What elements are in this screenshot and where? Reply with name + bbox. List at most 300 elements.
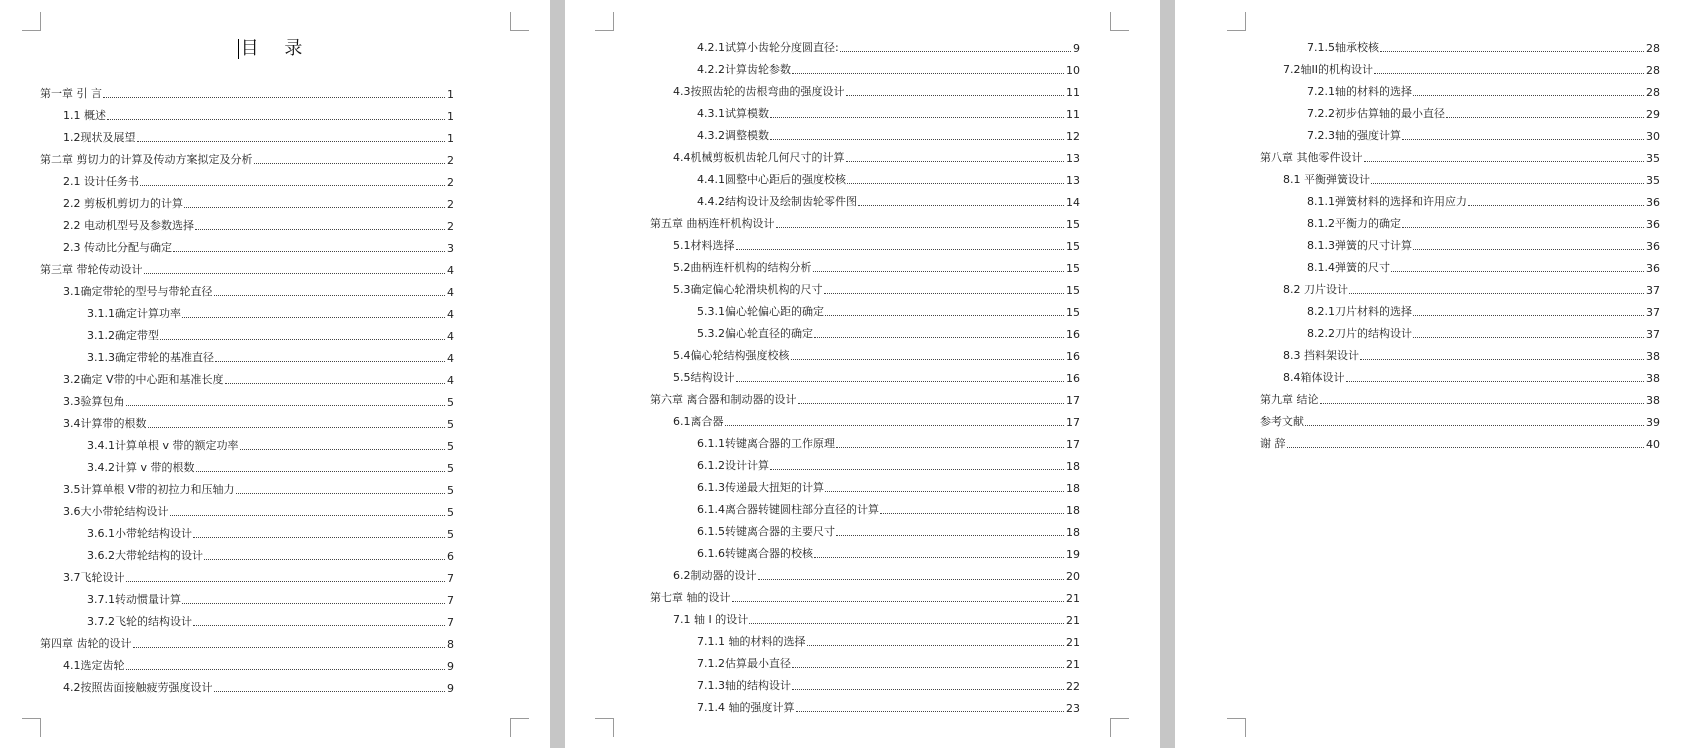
toc-entry-title: 7.2轴II的机构设计 [1283, 63, 1373, 76]
toc-entry-page-number: 30 [1646, 130, 1660, 143]
toc-dot-leader [1305, 425, 1644, 426]
toc-entry-title: 4.4.1圆整中心距后的强度校核 [697, 173, 846, 186]
toc-dot-leader [791, 359, 1065, 360]
toc-entry[interactable] [1260, 341, 1660, 363]
toc-entry-page-number: 37 [1646, 284, 1660, 297]
toc-entry[interactable] [40, 563, 454, 585]
toc-entry[interactable] [650, 33, 1080, 55]
toc-entry-title: 4.3.2调整模数 [697, 129, 769, 142]
toc-entry-page-number: 5 [447, 484, 454, 497]
toc-entry-title: 第四章 齿轮的设计 [40, 637, 132, 650]
toc-dot-leader [182, 603, 445, 604]
toc-dot-leader [1349, 293, 1644, 294]
toc-dot-leader [814, 337, 1064, 338]
toc-dot-leader [126, 669, 446, 670]
toc-entry-title: 8.1.1弹簧材料的选择和许用应力 [1307, 195, 1467, 208]
toc-entry[interactable] [1260, 253, 1660, 275]
toc-list-page-1 [40, 79, 454, 695]
toc-entry[interactable] [1260, 231, 1660, 253]
toc-dot-leader [807, 645, 1065, 646]
toc-entry-title: 7.1.2估算最小直径 [697, 657, 791, 670]
toc-heading [0, 34, 550, 60]
toc-dot-leader [1371, 183, 1644, 184]
toc-entry[interactable] [40, 387, 454, 409]
toc-dot-leader [195, 229, 445, 230]
toc-entry[interactable] [650, 473, 1080, 495]
toc-entry-title: 8.3 挡料架设计 [1283, 349, 1359, 362]
toc-dot-leader [1380, 51, 1644, 52]
toc-entry-page-number: 38 [1646, 350, 1660, 363]
toc-dot-leader [1346, 381, 1645, 382]
toc-entry[interactable] [1260, 77, 1660, 99]
crop-mark-bottom-left [1227, 718, 1246, 737]
toc-dot-leader [825, 491, 1064, 492]
toc-entry-page-number: 2 [447, 198, 454, 211]
toc-entry-page-number: 15 [1066, 284, 1080, 297]
toc-entry-title: 5.3.1偏心轮偏心距的确定 [697, 305, 824, 318]
toc-dot-leader [204, 559, 445, 560]
toc-entry[interactable] [650, 209, 1080, 231]
toc-entry-page-number: 1 [447, 110, 454, 123]
toc-entry[interactable] [650, 121, 1080, 143]
toc-entry-title: 第九章 结论 [1260, 393, 1319, 406]
toc-entry[interactable] [650, 55, 1080, 77]
toc-entry[interactable] [650, 319, 1080, 341]
toc-entry[interactable] [40, 211, 454, 233]
toc-entry[interactable] [40, 497, 454, 519]
toc-entry[interactable] [40, 79, 454, 101]
toc-entry[interactable] [40, 299, 454, 321]
toc-entry-page-number: 18 [1066, 504, 1080, 517]
toc-entry-title: 7.1.1 轴的材料的选择 [697, 635, 806, 648]
toc-dot-leader [736, 381, 1065, 382]
toc-entry-title: 6.1离合器 [673, 415, 724, 428]
toc-entry-page-number: 20 [1066, 570, 1080, 583]
toc-entry-page-number: 36 [1646, 240, 1660, 253]
toc-entry-title: 2.1 设计任务书 [63, 175, 139, 188]
toc-dot-leader [858, 205, 1064, 206]
toc-entry-page-number: 21 [1066, 614, 1080, 627]
toc-entry-page-number: 4 [447, 330, 454, 343]
toc-entry-title: 4.3按照齿轮的齿根弯曲的强度设计 [673, 85, 845, 98]
toc-entry[interactable] [40, 167, 454, 189]
toc-entry[interactable] [40, 365, 454, 387]
toc-entry-page-number: 16 [1066, 372, 1080, 385]
toc-entry[interactable] [1260, 55, 1660, 77]
crop-mark-bottom-left [22, 718, 41, 737]
toc-entry[interactable] [650, 385, 1080, 407]
toc-dot-leader [1364, 161, 1645, 162]
toc-entry[interactable] [650, 275, 1080, 297]
toc-entry-title: 第六章 离合器和制动器的设计 [650, 393, 797, 406]
toc-entry-page-number: 5 [447, 440, 454, 453]
toc-entry[interactable] [40, 321, 454, 343]
toc-entry-page-number: 1 [447, 132, 454, 145]
toc-entry-title: 7.2.1轴的材料的选择 [1307, 85, 1412, 98]
toc-entry-page-number: 17 [1066, 438, 1080, 451]
toc-dot-leader [847, 183, 1064, 184]
toc-entry[interactable] [650, 165, 1080, 187]
toc-dot-leader [170, 515, 446, 516]
toc-dot-leader [1413, 315, 1644, 316]
toc-dot-leader [144, 273, 446, 274]
toc-dot-leader [840, 51, 1071, 52]
toc-entry[interactable] [650, 605, 1080, 627]
toc-entry-page-number: 4 [447, 308, 454, 321]
toc-entry-title: 参考文献 [1260, 415, 1304, 428]
toc-entry-title: 7.2.2初步估算轴的最小直径 [1307, 107, 1445, 120]
toc-dot-leader [796, 711, 1065, 712]
crop-mark-top-right [1110, 12, 1129, 31]
toc-entry[interactable] [1260, 429, 1660, 451]
toc-entry-page-number: 38 [1646, 372, 1660, 385]
toc-dot-leader [126, 405, 446, 406]
toc-entry[interactable] [40, 409, 454, 431]
toc-entry-page-number: 6 [447, 550, 454, 563]
toc-entry[interactable] [40, 541, 454, 563]
toc-entry[interactable] [1260, 385, 1660, 407]
toc-entry-page-number: 2 [447, 176, 454, 189]
toc-dot-leader [1402, 139, 1644, 140]
toc-dot-leader [225, 383, 445, 384]
toc-entry-title: 8.4箱体设计 [1283, 371, 1345, 384]
toc-entry-title: 5.2曲柄连杆机构的结构分析 [673, 261, 812, 274]
toc-dot-leader [880, 513, 1064, 514]
toc-entry-page-number: 2 [447, 154, 454, 167]
toc-dot-leader [1468, 205, 1644, 206]
toc-entry[interactable] [40, 277, 454, 299]
toc-entry[interactable] [650, 187, 1080, 209]
toc-entry[interactable] [40, 255, 454, 277]
toc-entry-title: 3.3验算包角 [63, 395, 125, 408]
toc-dot-leader [214, 295, 446, 296]
toc-dot-leader [214, 691, 446, 692]
toc-entry-page-number: 9 [447, 660, 454, 673]
toc-entry-page-number: 21 [1066, 636, 1080, 649]
toc-entry-page-number: 37 [1646, 328, 1660, 341]
toc-dot-leader [1287, 447, 1645, 448]
toc-dot-leader [792, 667, 1064, 668]
toc-entry[interactable] [650, 671, 1080, 693]
toc-dot-leader [798, 403, 1065, 404]
toc-entry-title: 8.1 平衡弹簧设计 [1283, 173, 1370, 186]
toc-entry[interactable] [650, 583, 1080, 605]
toc-entry-title: 6.1.5转键离合器的主要尺寸 [697, 525, 835, 538]
toc-entry-page-number: 17 [1066, 416, 1080, 429]
toc-dot-leader [240, 449, 446, 450]
toc-entry[interactable] [40, 651, 454, 673]
toc-entry-title: 3.1确定带轮的型号与带轮直径 [63, 285, 213, 298]
toc-dot-leader [182, 317, 445, 318]
toc-dot-leader [160, 339, 445, 340]
toc-entry-title: 3.5计算单根 V带的初拉力和压轴力 [63, 483, 235, 496]
toc-entry-page-number: 7 [447, 594, 454, 607]
toc-entry-page-number: 40 [1646, 438, 1660, 451]
toc-entry-page-number: 11 [1066, 86, 1080, 99]
toc-entry-page-number: 4 [447, 264, 454, 277]
toc-entry-title: 第八章 其他零件设计 [1260, 151, 1363, 164]
toc-entry-page-number: 36 [1646, 196, 1660, 209]
toc-dot-leader [193, 537, 445, 538]
toc-entry[interactable] [650, 143, 1080, 165]
toc-entry-page-number: 7 [447, 572, 454, 585]
toc-dot-leader [196, 471, 446, 472]
toc-entry[interactable] [650, 451, 1080, 473]
toc-entry-title: 6.2制动器的设计 [673, 569, 757, 582]
toc-entry[interactable] [1260, 99, 1660, 121]
toc-dot-leader [1413, 249, 1644, 250]
toc-dot-leader [1320, 403, 1645, 404]
toc-entry[interactable] [40, 519, 454, 541]
toc-entry-title: 3.4.1计算单根 v 带的额定功率 [87, 439, 239, 452]
toc-entry[interactable] [40, 431, 454, 453]
toc-entry[interactable] [1260, 297, 1660, 319]
toc-entry-title: 3.1.1确定计算功率 [87, 307, 181, 320]
toc-entry[interactable] [40, 145, 454, 167]
toc-entry-title: 第五章 曲柄连杆机构设计 [650, 217, 775, 230]
toc-entry-page-number: 17 [1066, 394, 1080, 407]
toc-entry-title: 8.2.1刀片材料的选择 [1307, 305, 1412, 318]
toc-entry[interactable] [650, 363, 1080, 385]
toc-entry-title: 6.1.3传递最大扭矩的计算 [697, 481, 824, 494]
toc-entry-page-number: 4 [447, 374, 454, 387]
toc-entry-page-number: 23 [1066, 702, 1080, 715]
toc-entry-title: 3.2确定 V带的中心距和基准长度 [63, 373, 224, 386]
toc-entry-title: 1.2现状及展望 [63, 131, 136, 144]
toc-list-page-2 [650, 33, 1080, 715]
toc-entry-title: 6.1.1转键离合器的工作原理 [697, 437, 835, 450]
toc-dot-leader [103, 97, 445, 98]
toc-entry-page-number: 2 [447, 220, 454, 233]
text-cursor [238, 39, 239, 59]
crop-mark-top-left [1227, 12, 1246, 31]
crop-mark-top-left [595, 12, 614, 31]
toc-entry[interactable] [40, 453, 454, 475]
toc-entry-title: 3.4.2计算 v 带的根数 [87, 461, 195, 474]
toc-entry[interactable] [40, 585, 454, 607]
toc-entry-page-number: 12 [1066, 130, 1080, 143]
toc-entry-page-number: 39 [1646, 416, 1660, 429]
toc-entry-title: 1.1 概述 [63, 109, 106, 122]
toc-entry[interactable] [650, 231, 1080, 253]
toc-entry[interactable] [1260, 121, 1660, 143]
toc-entry-page-number: 16 [1066, 350, 1080, 363]
toc-entry[interactable] [1260, 143, 1660, 165]
toc-entry-page-number: 9 [447, 682, 454, 695]
toc-entry[interactable] [1260, 33, 1660, 55]
toc-entry[interactable] [1260, 165, 1660, 187]
toc-entry-title: 4.2.1试算小齿轮分度圆直径: [697, 41, 839, 54]
toc-entry-title: 第七章 轴的设计 [650, 591, 731, 604]
toc-dot-leader [770, 139, 1064, 140]
toc-entry[interactable] [650, 99, 1080, 121]
document-page-2 [565, 0, 1160, 748]
toc-entry-page-number: 15 [1066, 306, 1080, 319]
toc-entry[interactable] [650, 341, 1080, 363]
toc-entry-page-number: 38 [1646, 394, 1660, 407]
toc-entry-page-number: 13 [1066, 152, 1080, 165]
toc-entry[interactable] [650, 253, 1080, 275]
toc-entry-page-number: 5 [447, 506, 454, 519]
toc-entry-page-number: 22 [1066, 680, 1080, 693]
toc-entry[interactable] [40, 673, 454, 695]
toc-dot-leader [770, 117, 1064, 118]
toc-dot-leader [836, 447, 1064, 448]
toc-entry-page-number: 5 [447, 462, 454, 475]
toc-dot-leader [736, 249, 1065, 250]
toc-entry-page-number: 3 [447, 242, 454, 255]
document-page-1 [0, 0, 550, 748]
toc-dot-leader [749, 623, 1064, 624]
toc-dot-leader [825, 315, 1064, 316]
toc-dot-leader [1446, 117, 1644, 118]
toc-entry-page-number: 13 [1066, 174, 1080, 187]
toc-entry-title: 4.2按照齿面接触疲劳强度设计 [63, 681, 213, 694]
toc-entry-title: 8.2.2刀片的结构设计 [1307, 327, 1412, 340]
toc-list-page-3 [1260, 33, 1660, 451]
toc-entry-page-number: 10 [1066, 64, 1080, 77]
toc-entry-title: 4.3.1试算模数 [697, 107, 769, 120]
toc-entry[interactable] [1260, 275, 1660, 297]
toc-entry[interactable] [650, 407, 1080, 429]
document-page-3 [1175, 0, 1703, 748]
toc-entry-page-number: 37 [1646, 306, 1660, 319]
toc-dot-leader [1374, 73, 1644, 74]
toc-entry-page-number: 21 [1066, 592, 1080, 605]
toc-entry[interactable] [40, 475, 454, 497]
toc-entry[interactable] [650, 539, 1080, 561]
toc-dot-leader [1360, 359, 1644, 360]
toc-entry[interactable] [1260, 209, 1660, 231]
toc-dot-leader [813, 271, 1065, 272]
toc-dot-leader [770, 469, 1064, 470]
toc-entry-page-number: 5 [447, 418, 454, 431]
toc-entry-page-number: 18 [1066, 460, 1080, 473]
toc-entry-title: 第三章 带轮传动设计 [40, 263, 143, 276]
crop-mark-bottom-left [595, 718, 614, 737]
toc-entry-page-number: 28 [1646, 42, 1660, 55]
toc-entry-title: 7.2.3轴的强度计算 [1307, 129, 1401, 142]
toc-dot-leader [184, 207, 445, 208]
toc-entry[interactable] [650, 627, 1080, 649]
crop-mark-bottom-right [510, 718, 529, 737]
toc-entry-title: 6.1.6转键离合器的校核 [697, 547, 813, 560]
toc-dot-leader [148, 427, 446, 428]
toc-dot-leader [1413, 95, 1644, 96]
toc-entry[interactable] [1260, 407, 1660, 429]
toc-entry-page-number: 21 [1066, 658, 1080, 671]
toc-entry-page-number: 36 [1646, 262, 1660, 275]
toc-entry[interactable] [650, 649, 1080, 671]
toc-entry-page-number: 35 [1646, 152, 1660, 165]
toc-entry-title: 8.1.3弹簧的尺寸计算 [1307, 239, 1412, 252]
toc-entry-page-number: 35 [1646, 174, 1660, 187]
toc-entry[interactable] [1260, 187, 1660, 209]
crop-mark-bottom-right [1110, 718, 1129, 737]
toc-entry-page-number: 1 [447, 88, 454, 101]
toc-entry-title: 4.4机械剪板机齿轮几何尺寸的计算 [673, 151, 845, 164]
toc-entry[interactable] [40, 607, 454, 629]
toc-entry-title: 7.1.3轴的结构设计 [697, 679, 791, 692]
toc-entry-page-number: 9 [1073, 42, 1080, 55]
toc-entry-title: 2.2 剪板机剪切力的计算 [63, 197, 183, 210]
toc-entry-title: 8.2 刀片设计 [1283, 283, 1348, 296]
toc-entry-title: 3.6.2大带轮结构的设计 [87, 549, 203, 562]
toc-entry-title: 第二章 剪切力的计算及传动方案拟定及分析 [40, 153, 253, 166]
toc-entry-title: 5.3确定偏心轮滑块机构的尺寸 [673, 283, 823, 296]
toc-entry-page-number: 5 [447, 528, 454, 541]
toc-dot-leader [126, 581, 446, 582]
toc-entry-page-number: 14 [1066, 196, 1080, 209]
toc-dot-leader [836, 535, 1064, 536]
toc-dot-leader [1391, 271, 1644, 272]
toc-entry-title: 5.4偏心轮结构强度校核 [673, 349, 790, 362]
toc-entry-page-number: 4 [447, 352, 454, 365]
toc-entry-title: 3.4计算带的根数 [63, 417, 147, 430]
toc-entry-title: 3.7.2飞轮的结构设计 [87, 615, 192, 628]
toc-entry[interactable] [650, 77, 1080, 99]
toc-dot-leader [814, 557, 1064, 558]
toc-entry-page-number: 29 [1646, 108, 1660, 121]
toc-dot-leader [846, 95, 1065, 96]
toc-entry[interactable] [650, 517, 1080, 539]
toc-entry-page-number: 18 [1066, 482, 1080, 495]
toc-dot-leader [236, 493, 445, 494]
toc-entry-title: 3.7.1转动惯量计算 [87, 593, 181, 606]
toc-entry[interactable] [40, 343, 454, 365]
toc-entry[interactable] [650, 495, 1080, 517]
toc-entry-page-number: 16 [1066, 328, 1080, 341]
toc-entry-title: 7.1 轴 I 的设计 [673, 613, 749, 626]
toc-entry[interactable] [40, 189, 454, 211]
toc-dot-leader [133, 647, 446, 648]
toc-entry-page-number: 4 [447, 286, 454, 299]
toc-entry-page-number: 28 [1646, 64, 1660, 77]
toc-entry-page-number: 11 [1066, 108, 1080, 121]
toc-entry[interactable] [40, 233, 454, 255]
toc-entry-page-number: 7 [447, 616, 454, 629]
toc-entry[interactable] [40, 101, 454, 123]
toc-entry-page-number: 36 [1646, 218, 1660, 231]
toc-entry-title: 6.1.2设计计算 [697, 459, 769, 472]
toc-entry[interactable] [650, 561, 1080, 583]
toc-entry[interactable] [650, 297, 1080, 319]
crop-mark-top-left [22, 12, 41, 31]
toc-entry-title: 4.4.2结构设计及绘制齿轮零件图 [697, 195, 857, 208]
toc-entry-title: 3.7飞轮设计 [63, 571, 125, 584]
toc-entry-title: 8.1.2平衡力的确定 [1307, 217, 1401, 230]
toc-entry-title: 5.3.2偏心轮直径的确定 [697, 327, 813, 340]
toc-dot-leader [173, 251, 445, 252]
toc-entry[interactable] [40, 123, 454, 145]
toc-entry[interactable] [1260, 363, 1660, 385]
toc-heading-text: 目 录 [240, 38, 313, 59]
toc-entry-title: 4.1选定齿轮 [63, 659, 125, 672]
toc-entry[interactable] [650, 429, 1080, 451]
toc-dot-leader [1413, 337, 1644, 338]
toc-dot-leader [776, 227, 1065, 228]
toc-entry-title: 5.5结构设计 [673, 371, 735, 384]
toc-entry-title: 7.1.5轴承校核 [1307, 41, 1379, 54]
toc-entry-title: 2.2 电动机型号及参数选择 [63, 219, 194, 232]
toc-entry-title: 谢 辞 [1260, 437, 1286, 450]
toc-dot-leader [215, 361, 445, 362]
toc-entry[interactable] [1260, 319, 1660, 341]
toc-entry[interactable] [650, 693, 1080, 715]
toc-dot-leader [140, 185, 445, 186]
toc-entry[interactable] [40, 629, 454, 651]
toc-entry-page-number: 18 [1066, 526, 1080, 539]
